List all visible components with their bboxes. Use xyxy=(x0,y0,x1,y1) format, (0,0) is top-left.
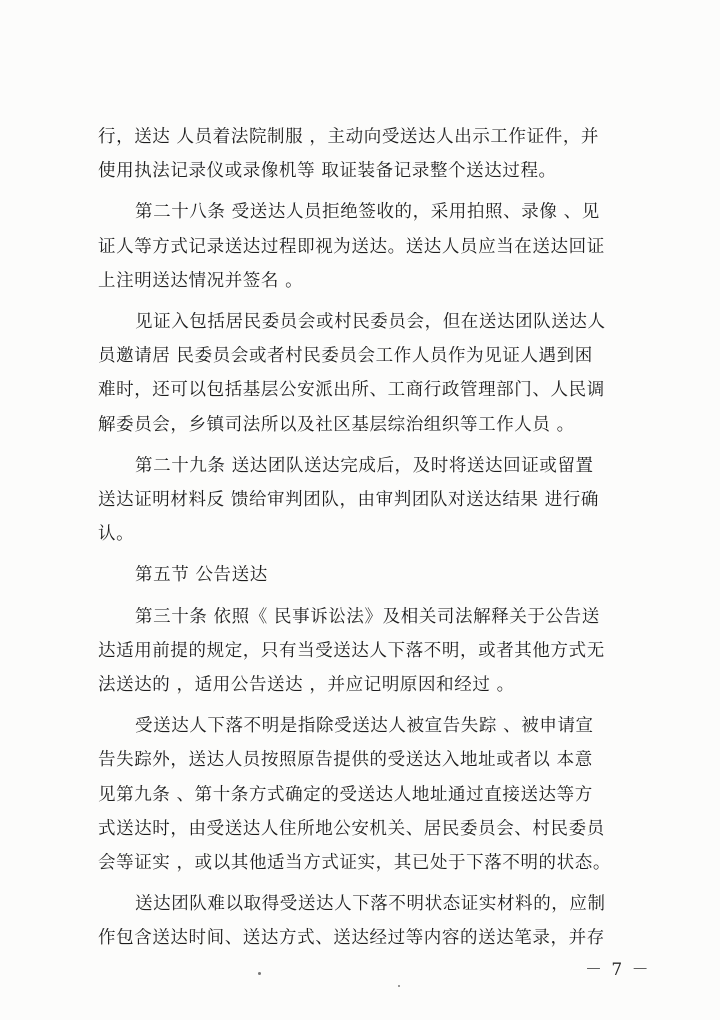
text-line: 认。 xyxy=(98,524,135,545)
paragraph-article-30 xyxy=(98,600,638,703)
section-heading: 第五节 公告送达 xyxy=(135,565,268,586)
text-line: 第二十八条 受送达人员拒绝签收的，采用拍照、录像 、见 xyxy=(135,202,600,223)
document-body xyxy=(98,120,638,963)
paragraph-missing-definition xyxy=(98,709,638,880)
paragraph-witness xyxy=(98,305,638,442)
text-line: 作包含送达时间、送达方式、送达经过等内容的送达笔录，并存 xyxy=(98,928,605,949)
scan-speck xyxy=(258,972,261,975)
text-line: 式送达时，由受送达人住所地公安机关、居民委员会、村民委员 xyxy=(98,818,605,839)
text-line: 送达团队难以取得受送达人下落不明状态证实材料的，应制 xyxy=(135,894,606,915)
paragraph-team-record xyxy=(98,887,638,955)
page-number: － 7 － xyxy=(585,960,651,980)
text-line: 证人等方式记录送达过程即视为送达。送达人员应当在送达回证 xyxy=(98,236,605,257)
text-line: 告失踪外，送达人员按照原告提供的受送达入地址或者以 本意 xyxy=(98,750,593,771)
text-line: 受送达人下落不明是指除受送达人被宣告失踪 、被申请宣 xyxy=(135,716,594,737)
text-line: 使用执法记录仪或录像机等 取证装备记录整个送达过程。 xyxy=(98,161,557,182)
text-line: 难时，还可以包括基层公安派出所、工商行政管理部门、人民调 xyxy=(98,380,605,401)
paragraph-article-28 xyxy=(98,195,638,298)
text-line: 达适用前提的规定，只有当受送达人下落不明，或者其他方式无 xyxy=(98,640,605,661)
text-line: 行，送达 人员着法院制服 ，主动向受送达人出示工作证件，并 xyxy=(98,127,600,147)
text-line: 法送达的 ，适用公告送达 ，并应记明原因和经过 。 xyxy=(98,675,515,696)
scan-speck xyxy=(398,985,400,987)
text-line: 见证入包括居民委员会或村民委员会，但在送达团队送达人 xyxy=(135,312,606,333)
text-line: 会等证实 ，或以其他适当方式证实，其已处于下落不明的状态。 xyxy=(98,853,611,874)
text-line: 送达证明材料反 馈给审判团队，由审判团队对送达结果 进行确 xyxy=(98,490,600,511)
text-line: 第三十条 依照《 民事诉讼法》及相关司法解释关于公告送 xyxy=(135,606,600,627)
paragraph-article-29 xyxy=(98,449,638,552)
text-line: 员邀请居 民委员会或者村民委员会工作人员作为见证人遇到困 xyxy=(98,346,593,367)
text-line: 解委员会，乡镇司法所以及社区基层综治组织等工作人员 。 xyxy=(98,414,575,435)
text-line: 见第九条 、第十条方式确定的受送达人地址通过直接送达等方 xyxy=(98,784,593,805)
paragraph-1 xyxy=(98,120,638,188)
text-line: 上注明送达情况并签名 。 xyxy=(98,270,304,291)
text-line: 第二十九条 送达团队送达完成后，及时将送达回证或留置 xyxy=(135,455,594,476)
